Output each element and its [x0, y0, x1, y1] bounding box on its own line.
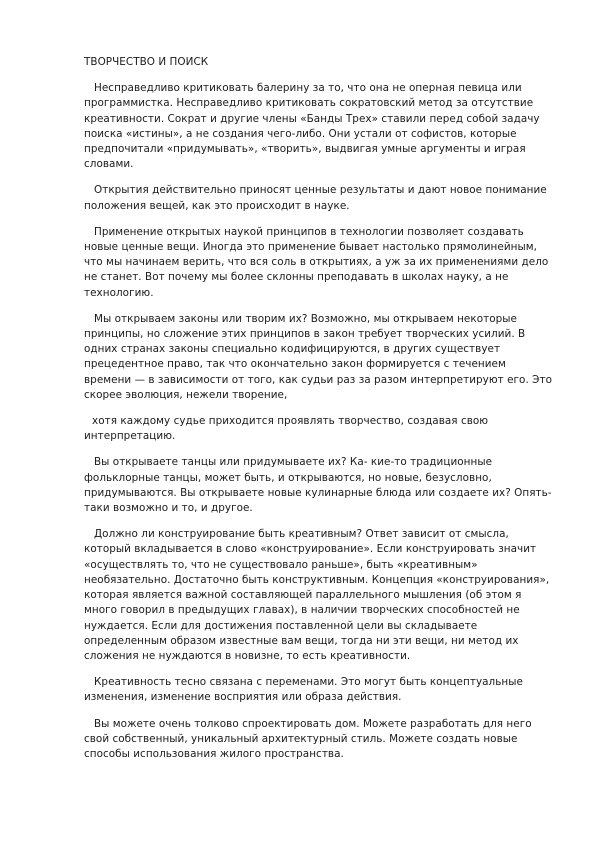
document-body	[84, 55, 554, 773]
paragraph-7: Должно ли конструирование быть креативным? Ответ зависит от смысла, который вкладывается в слово «конструирование». Если конструировать значит «осуществлять то, что не существовало раньше», быть «креативным» необязательно. Достаточно быть конструктивным. Концепция «конструирования», которая является важной составляющей параллельного мышления (об этом я много говорил в предыдущих главах), в наличии творческих способностей не нуждается. Если для достижения поставленной цели вы складываете определенным образом известные вам вещи, тогда ни эти вещи, ни метод их сложения не нуждаются в новизне, то есть креативности.	[84, 528, 550, 662]
paragraph-3: Применение открытых наукой принципов в технологии позволяет создавать новые ценные вещи. Иногда это применение бывает настолько прямолинейным, что мы начинаем верить, что вся соль в открытиях, а уж за их применениями дело не станет. Вот почему мы более склонны преподавать в школах науку, а не технологию.	[84, 225, 549, 299]
paragraph-8: Креативность тесно связана с переменами. Это могут быть концептуальные изменения, изменение восприятия или образа действия.	[84, 676, 523, 704]
paragraph-9: Вы можете очень толково спроектировать дом. Можете разработать для него свой собственный, уникальный архитектурный стиль. Можете создать новые способы использования жилого пространства.	[84, 717, 532, 760]
paragraph-6: Вы открываете танцы или придумываете их? Ка- кие-то традиционные фольклорные танцы, может быть, и открываются, но новые, безусловно, придумываются. Вы открываете новые кулинарные блюда или создаете их? Опять-таки возможно и то, и другое.	[84, 456, 552, 515]
paragraph-4: Мы открываем законы или творим их? Возможно, мы открываем некоторые принципы, но сложение этих принципов в закон требует творческих усилий. В одних странах законы специально кодифицируются, в других существует прецедентное право, так что окончательно закон формируется с течением времени — в зависимости от того, как судьи раз за разом интерпретируют его. Это скорее эволюция, нежели творение,	[84, 312, 552, 401]
paragraph-1: Несправедливо критиковать балерину за то, что она не оперная певица или программистка. Несправедливо критиковать сократовский метод за отсутствие креативности. Сократ и другие члены «Банды Трех» ставили перед собой задачу поиска «истины», а не создания чего-либо. Они устали от софистов, которые предпочитали «придумывать», «творить», выдвигая умные аргументы и играя словами.	[84, 82, 540, 171]
paragraph-5: хотя каждому судье приходится проявлять творчество, создавая свою интерпретацию.	[84, 415, 489, 443]
document-title: ТВОРЧЕСТВО И ПОИСК	[84, 56, 209, 68]
paragraph-2: Открытия действительно приносят ценные результаты и дают новое понимание положения вещей, как это происходит в науке.	[84, 184, 547, 212]
